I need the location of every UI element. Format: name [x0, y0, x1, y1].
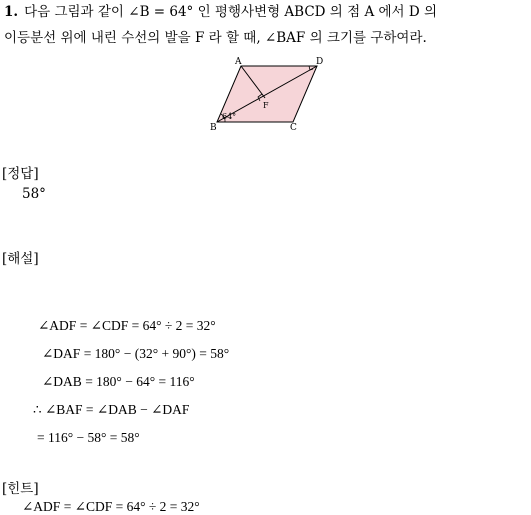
solution-line-3: ∠DAB = 180° − 64° = 116°: [42, 374, 195, 389]
solution-line-4: ∴ ∠BAF = ∠DAB − ∠DAF: [33, 402, 190, 417]
label-d: D: [316, 57, 324, 67]
hint-line: ∠ADF = ∠CDF = 64° ÷ 2 = 32°: [22, 499, 200, 514]
answer-value: 58°: [22, 186, 46, 202]
question-text-1: 다음 그림과 같이 ∠B = 64° 인 평행사변형 ABCD 의 점 A 에서 D 의: [24, 4, 438, 20]
solution-line-1: ∠ADF = ∠CDF = 64° ÷ 2 = 32°: [38, 318, 216, 333]
question-line-1: [4, 2, 437, 23]
answer-heading: [정답]: [2, 166, 39, 182]
hint-heading: [힌트]: [2, 481, 39, 497]
label-c: C: [290, 123, 297, 132]
parallelogram-figure: [205, 56, 335, 132]
question-number: 1.: [4, 4, 19, 20]
label-f: F: [263, 101, 269, 110]
solution-line-2: ∠DAF = 180° − (32° + 90°) = 58°: [42, 346, 230, 361]
label-b: B: [210, 123, 217, 132]
label-a: A: [235, 57, 242, 67]
label-angle-64: 64°: [222, 112, 237, 121]
question-line-2: 이등분선 위에 내린 수선의 발을 F 라 할 때, ∠BAF 의 크기를 구하여라.: [4, 30, 427, 46]
solution-line-5: = 116° − 58° = 58°: [37, 430, 140, 445]
solution-heading: [해설]: [2, 251, 39, 267]
